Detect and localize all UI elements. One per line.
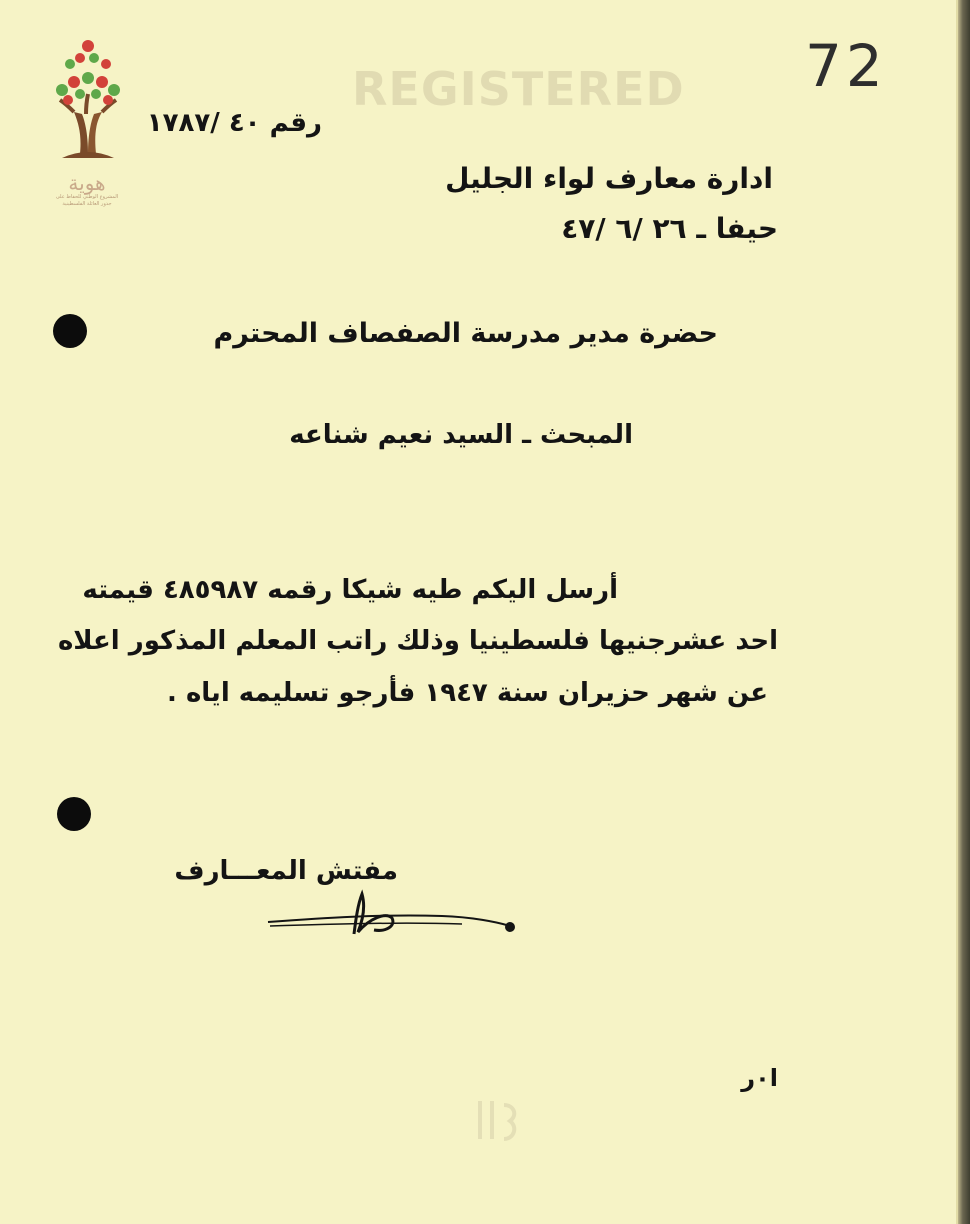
logo-tagline-2: جذور العائلة الفلسطينية xyxy=(62,201,112,207)
scan-edge xyxy=(958,0,970,1224)
page-number: 72 xyxy=(805,32,887,100)
handwritten-signature xyxy=(262,888,522,948)
subject-line: المبحث ـ السيد نعيم شناعه xyxy=(289,420,633,450)
logo-tagline-1: المشروع الوطني للحفاظ على xyxy=(55,194,119,200)
issuer-department: ادارة معارف لواء الجليل xyxy=(445,162,773,195)
signatory-title: مفتش المعـــارف xyxy=(174,856,398,886)
archive-logo xyxy=(22,34,152,207)
body-line-3: عن شهر حزيران سنة ١٩٤٧ فأرجو تسليمه اياه . xyxy=(167,678,768,708)
body-line-1: أرسل اليكم طيه شيكا رقمه ٤٨٥٩٨٧ قيمته xyxy=(82,575,618,605)
reference-number: رقم ٤٠ /١٧٨٧ xyxy=(146,108,322,138)
typist-initials: ا٠ر xyxy=(741,1064,778,1092)
body-line-2: احد عشرجنيها فلسطينيا وذلك راتب المعلم المذكور اعلاه xyxy=(57,626,778,656)
tree-logo-icon xyxy=(22,34,152,174)
punch-hole-top xyxy=(53,314,87,348)
addressee: حضرة مدير مدرسة الصفصاف المحترم xyxy=(213,318,718,349)
faint-bleed-through-mark xyxy=(470,1095,530,1145)
logo-name: هوية xyxy=(68,171,106,195)
place-and-date: حيفا ـ ٢٦ /٦ /٤٧ xyxy=(561,212,778,245)
registered-stamp: REGISTERED xyxy=(352,62,685,116)
punch-hole-bottom xyxy=(57,797,91,831)
